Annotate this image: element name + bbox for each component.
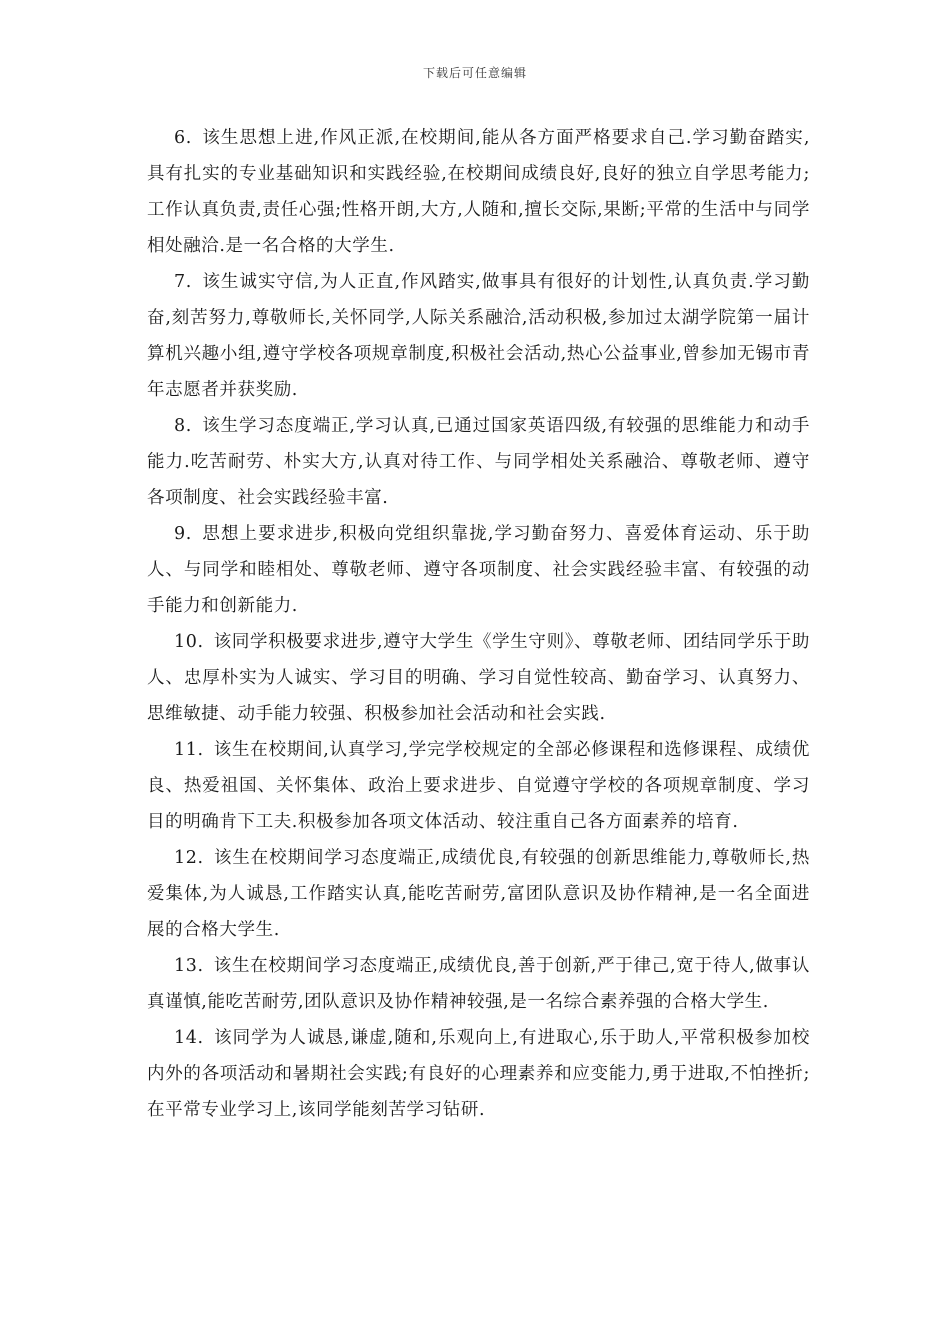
- paragraph-text: 该同学积极要求进步,遵守大学生《学生守则》、尊敬老师、团结同学乐于助人、忠厚朴实为人诚实、学习目的明确、学习自觉性较高、勤奋学习、认真努力、思维敏捷、动手能力较强、积极参加社会活动和社会实践.: [147, 632, 810, 724]
- paragraph-6: [147, 120, 810, 264]
- paragraph-13: [147, 948, 810, 1020]
- paragraph-text: 该生在校期间学习态度端正,成绩优良,善于创新,严于律己,宽于待人,做事认真谨慎,能吃苦耐劳,团队意识及协作精神较强,是一名综合素养强的合格大学生.: [147, 956, 810, 1012]
- paragraph-9: [147, 516, 810, 624]
- paragraph-12: [147, 840, 810, 948]
- paragraph-number: 14.: [174, 1028, 204, 1048]
- paragraph-text: 思想上要求进步,积极向党组织靠拢,学习勤奋努力、喜爱体育运动、乐于助人、与同学和睦相处、尊敬老师、遵守各项制度、社会实践经验丰富、有较强的动手能力和创新能力.: [147, 524, 810, 616]
- paragraph-7: [147, 264, 810, 408]
- paragraph-10: [147, 624, 810, 732]
- paragraph-number: 9.: [174, 524, 192, 544]
- paragraph-11: [147, 732, 810, 840]
- paragraph-number: 13.: [174, 956, 204, 976]
- paragraph-number: 11.: [174, 740, 204, 760]
- paragraph-text: 该同学为人诚恳,谦虚,随和,乐观向上,有进取心,乐于助人,平常积极参加校内外的各项活动和暑期社会实践;有良好的心理素养和应变能力,勇于进取,不怕挫折;在平常专业学习上,该同学能刻苦学习钻研.: [147, 1028, 810, 1120]
- document-body: [147, 120, 810, 1128]
- paragraph-number: 12.: [174, 848, 204, 868]
- paragraph-text: 该生在校期间学习态度端正,成绩优良,有较强的创新思维能力,尊敬师长,热爱集体,为人诚恳,工作踏实认真,能吃苦耐劳,富团队意识及协作精神,是一名全面进展的合格大学生.: [147, 848, 810, 940]
- paragraph-14: [147, 1020, 810, 1128]
- paragraph-text: 该生思想上进,作风正派,在校期间,能从各方面严格要求自己.学习勤奋踏实,具有扎实的专业基础知识和实践经验,在校期间成绩良好,良好的独立自学思考能力;工作认真负责,责任心强;性格开朗,大方,人随和,擅长交际,果断;平常的生活中与同学相处融洽.是一名合格的大学生.: [147, 128, 810, 256]
- paragraph-text: 该生诚实守信,为人正直,作风踏实,做事具有很好的计划性,认真负责.学习勤奋,刻苦努力,尊敬师长,关怀同学,人际关系融洽,活动积极,参加过太湖学院第一届计算机兴趣小组,遵守学校各项规章制度,积极社会活动,热心公益事业,曾参加无锡市青年志愿者并获奖励.: [147, 272, 810, 400]
- paragraph-number: 7.: [174, 272, 192, 292]
- paragraph-text: 该生在校期间,认真学习,学完学校规定的全部必修课程和选修课程、成绩优良、热爱祖国、关怀集体、政治上要求进步、自觉遵守学校的各项规章制度、学习目的明确肯下工夫.积极参加各项文体活动、较注重自己各方面素养的培育.: [147, 740, 810, 832]
- paragraph-number: 6.: [174, 128, 192, 148]
- page-header: 下载后可任意编辑: [422, 66, 527, 80]
- paragraph-number: 8.: [174, 416, 192, 436]
- paragraph-text: 该生学习态度端正,学习认真,已通过国家英语四级,有较强的思维能力和动手能力.吃苦耐劳、朴实大方,认真对待工作、与同学相处关系融洽、尊敬老师、遵守各项制度、社会实践经验丰富.: [147, 416, 810, 508]
- paragraph-8: [147, 408, 810, 516]
- paragraph-number: 10.: [174, 632, 204, 652]
